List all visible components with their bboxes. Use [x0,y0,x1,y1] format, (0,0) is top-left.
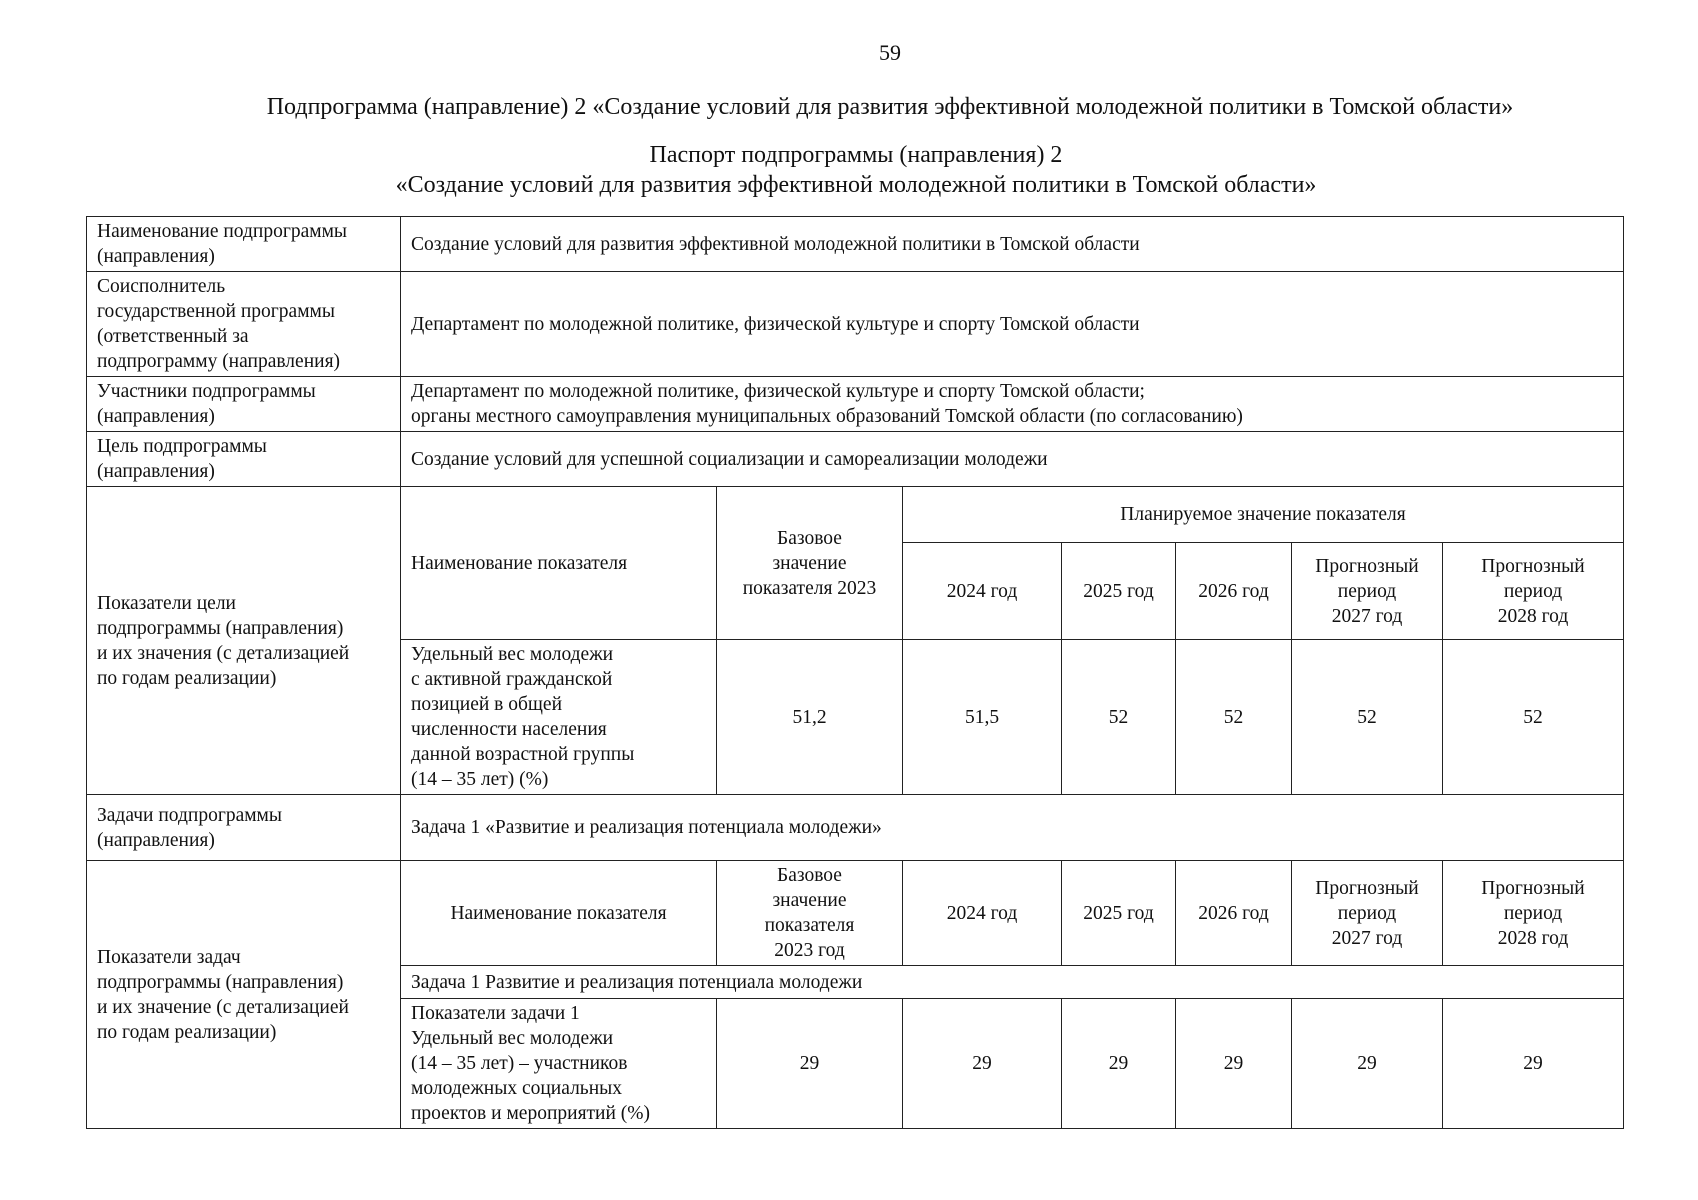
task-year-2028: Прогнозный период 2028 год [1443,861,1624,966]
task-base-value: 29 [717,999,903,1129]
row-task-indicators-header [87,861,1624,966]
label-participants: Участники подпрограммы (направления) [87,377,401,432]
row-tasks [87,795,1624,861]
row-subprogram-name [87,217,1624,272]
goal-year-2026: 2026 год [1176,543,1292,640]
passport-title-line-2: «Создание условий для развития эффективной молодежной политики в Томской области» [395,172,1317,198]
task-value-2025: 29 [1062,999,1176,1129]
goal-col-indicator-name: Наименование показателя [401,487,717,640]
goal-value-2027: 52 [1292,640,1443,795]
task-year-2024: 2024 год [903,861,1062,966]
passport-table [86,216,1624,1129]
value-goal: Создание условий для успешной социализации и самореализации молодежи [401,432,1624,487]
value-participants: Департамент по молодежной политике, физической культуре и спорту Томской области; органы местного самоуправления муниципальных образований Томской области (по согласованию) [401,377,1624,432]
goal-value-2024: 51,5 [903,640,1062,795]
label-goal-indicators: Показатели цели подпрограммы (направления) и их значения (с детализацией по годам реализации) [87,487,401,795]
value-subprogram-name: Создание условий для развития эффективной молодежной политики в Томской области [401,217,1624,272]
value-tasks: Задача 1 «Развитие и реализация потенциала молодежи» [401,795,1624,861]
goal-year-2028: Прогнозный период 2028 год [1443,543,1624,640]
goal-year-2025: 2025 год [1062,543,1176,640]
goal-col-base-value: Базовое значение показателя 2023 [717,487,903,640]
goal-base-value: 51,2 [717,640,903,795]
row-goal-indicators-header [87,487,1624,543]
row-coexecutor [87,272,1624,377]
task-title: Задача 1 Развитие и реализация потенциала молодежи [401,966,1624,999]
passport-title [0,140,1698,200]
goal-year-2024: 2024 год [903,543,1062,640]
goal-value-2028: 52 [1443,640,1624,795]
label-task-indicators: Показатели задач подпрограммы (направления) и их значение (с детализацией по годам реализации) [87,861,401,1129]
row-participants [87,377,1624,432]
task-value-2024: 29 [903,999,1062,1129]
row-goal [87,432,1624,487]
task-indicator-name: Показатели задачи 1 Удельный вес молодежи (14 – 35 лет) – участников молодежных социальных проектов и мероприятий (%) [401,999,717,1129]
task-value-2028: 29 [1443,999,1624,1129]
task-col-indicator-name: Наименование показателя [401,861,717,966]
goal-indicator-name: Удельный вес молодежи с активной гражданской позицией в общей численности населения данной возрастной группы (14 – 35 лет) (%) [401,640,717,795]
page-number: 59 [879,40,901,65]
subprogram-title: Подпрограмма (направление) 2 «Создание условий для развития эффективной молодежной политики в Томской области» [266,94,1514,120]
label-coexecutor: Соисполнитель государственной программы (ответственный за подпрограмму (направления) [87,272,401,377]
label-tasks: Задачи подпрограммы (направления) [87,795,401,861]
label-goal: Цель подпрограммы (направления) [87,432,401,487]
task-value-2027: 29 [1292,999,1443,1129]
goal-value-2026: 52 [1176,640,1292,795]
task-year-2026: 2026 год [1176,861,1292,966]
goal-planned-header: Планируемое значение показателя [903,487,1624,543]
goal-year-2027: Прогнозный период 2027 год [1292,543,1443,640]
task-value-2026: 29 [1176,999,1292,1129]
value-coexecutor: Департамент по молодежной политике, физической культуре и спорту Томской области [401,272,1624,377]
task-year-2027: Прогнозный период 2027 год [1292,861,1443,966]
passport-title-line-1: Паспорт подпрограммы (направления) 2 [649,142,1063,168]
goal-value-2025: 52 [1062,640,1176,795]
task-year-2025: 2025 год [1062,861,1176,966]
task-col-base-value: Базовое значение показателя 2023 год [717,861,903,966]
label-subprogram-name: Наименование подпрограммы (направления) [87,217,401,272]
